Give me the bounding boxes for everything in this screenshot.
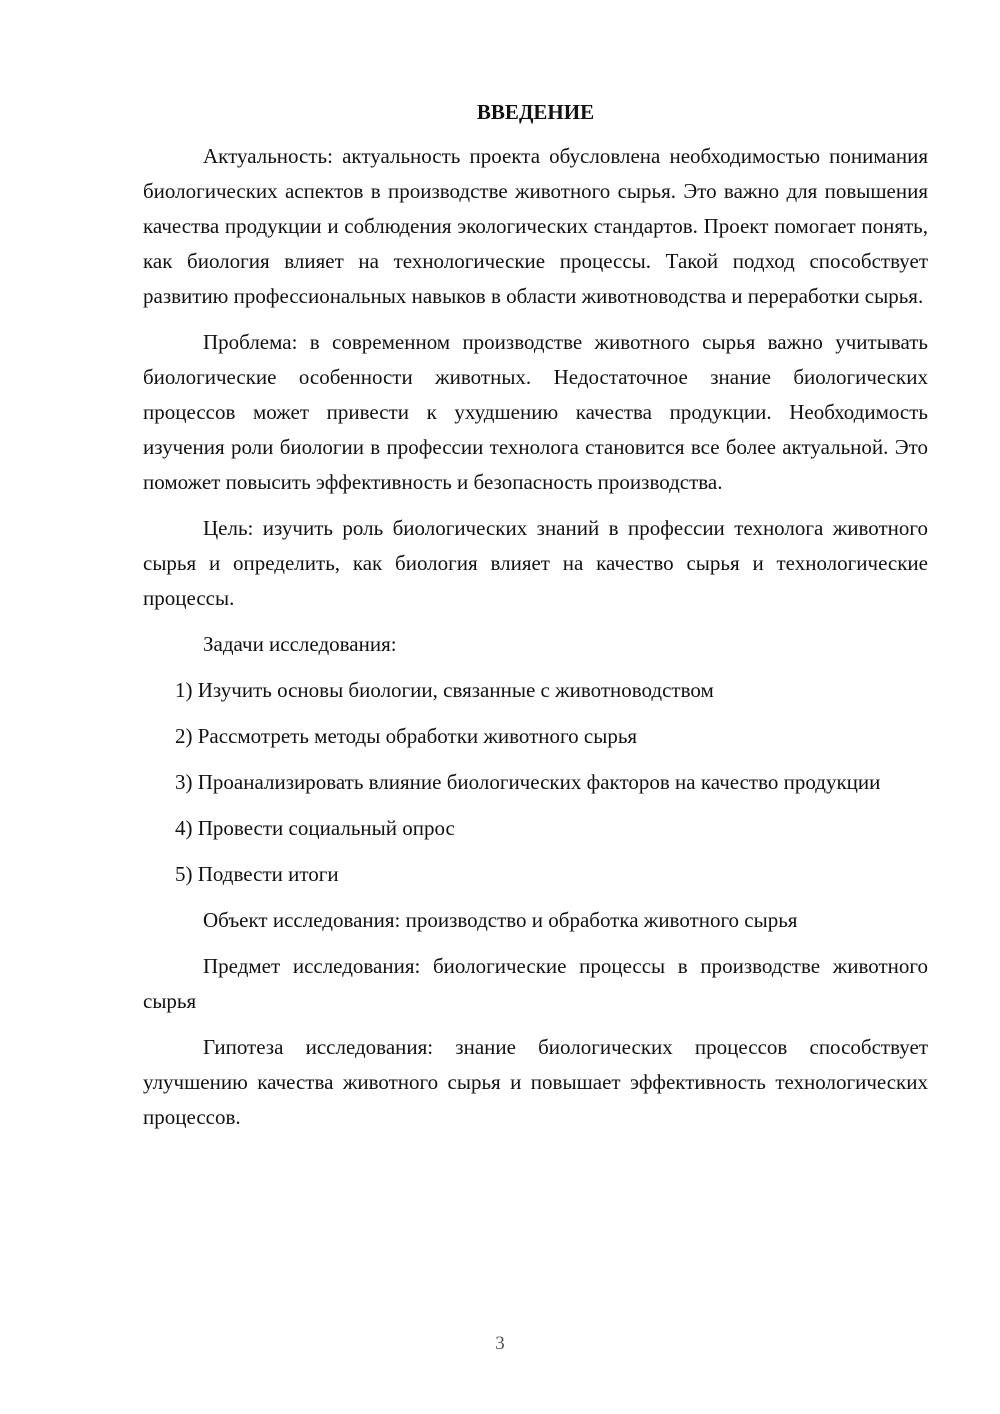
goal-paragraph: Цель: изучить роль биологических знаний в профессии технолога животного сырья и определить, как биология влияет на качество сырья и технологические процессы.	[143, 516, 928, 610]
task-item: 1) Изучить основы биологии, связанные с животноводством	[175, 678, 714, 702]
task-item: 4) Провести социальный опрос	[175, 816, 455, 840]
task-item: 3) Проанализировать влияние биологических факторов на качество продукции	[175, 770, 881, 794]
relevance-paragraph: Актуальность: актуальность проекта обусловлена необходимостью понимания биологических аспектов в производстве животного сырья. Это важно для повышения качества продукции и соблюдения экологических стандартов. Проект помогает понять, как биология влияет на технологические процессы. Такой подход способствует развитию профессиональных навыков в области животноводства и переработки сырья.	[143, 144, 928, 308]
problem-paragraph: Проблема: в современном производстве животного сырья важно учитывать биологические особенности животных. Недостаточное знание биологических процессов может привести к ухудшению качества продукции. Необходимость изучения роли биологии в профессии технолога становится все более актуальной. Это поможет повысить эффективность и безопасность производства.	[143, 330, 928, 494]
object-paragraph: Объект исследования: производство и обработка животного сырья	[203, 908, 798, 932]
page-title: ВВЕДЕНИЕ	[476, 100, 595, 124]
task-item: 2) Рассмотреть методы обработки животного сырья	[175, 724, 638, 748]
task-item: 5) Подвести итоги	[175, 862, 339, 886]
tasks-heading: Задачи исследования:	[203, 632, 397, 656]
page-content	[143, 96, 928, 1146]
hypothesis-paragraph: Гипотеза исследования: знание биологических процессов способствует улучшению качества животного сырья и повышает эффективность технологических процессов.	[143, 1035, 928, 1129]
subject-paragraph: Предмет исследования: биологические процессы в производстве животного сырья	[143, 954, 928, 1013]
page-number: 3	[495, 1333, 505, 1354]
